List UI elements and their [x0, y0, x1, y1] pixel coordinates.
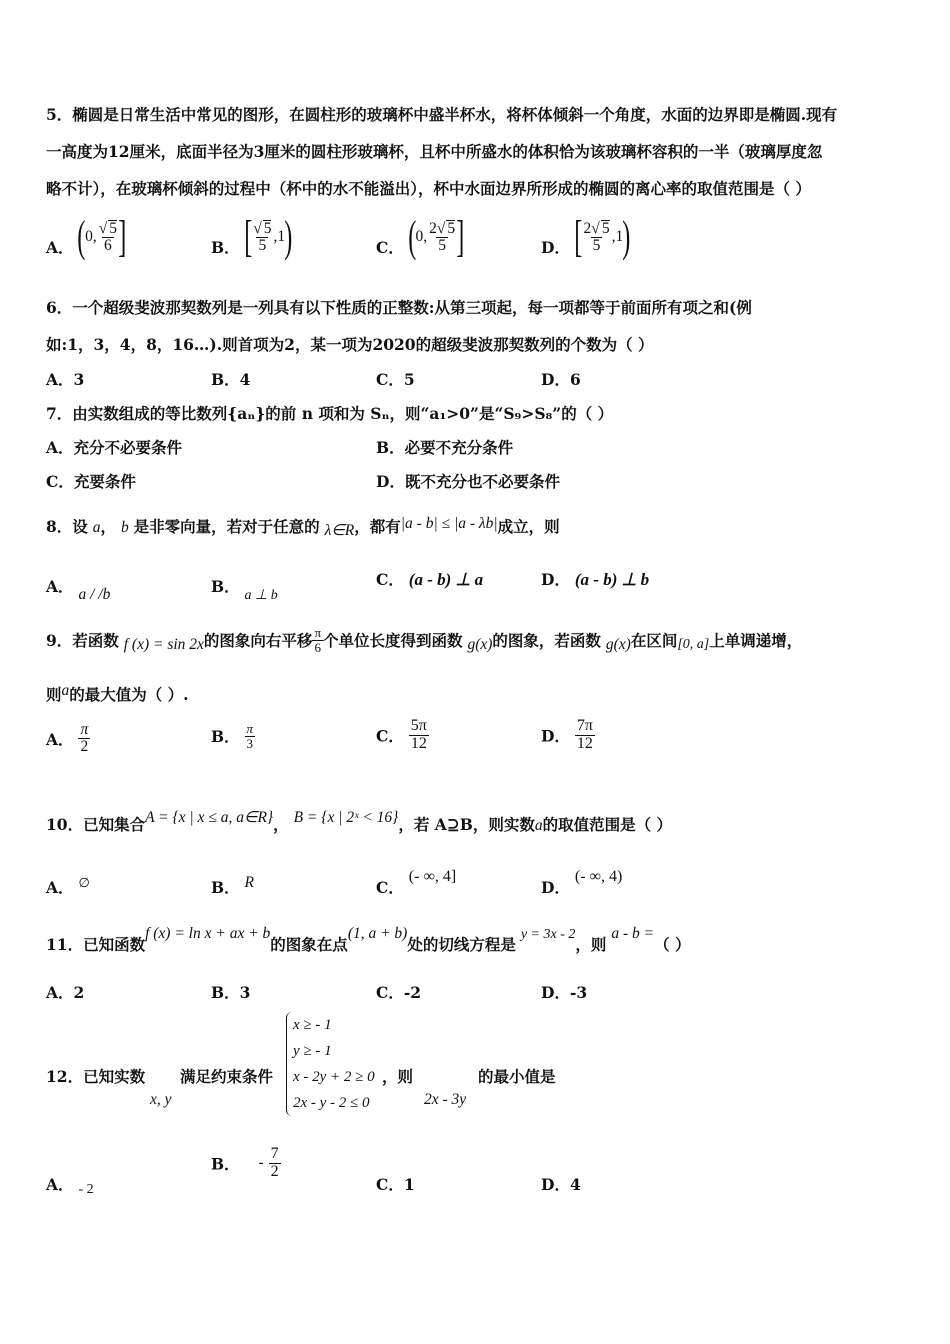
option-letter: A． — [46, 729, 74, 749]
constraint: 2x - y - 2 ≤ 0 — [293, 1095, 370, 1111]
q9-option-c — [376, 718, 429, 753]
option-letter: A． — [46, 1175, 74, 1194]
option-letter: A． — [46, 238, 74, 257]
q5-line-2: 一高度为12厘米，底面半径为3厘米的圆柱形玻璃杯，且杯中所盛水的体积恰为该玻璃杯容积的一半（玻璃厚度忽 — [46, 142, 823, 161]
q8-sep: ， — [100, 517, 116, 536]
q9-line-2 — [46, 683, 189, 705]
q8-prefix: 8．设 — [46, 517, 88, 536]
q8-suffix: 成立，则 — [497, 517, 560, 536]
q9-option-b — [211, 722, 255, 750]
q9-var: a — [61, 682, 70, 699]
q9-mid: 的图象向右平移 — [203, 631, 313, 651]
q10-mid: ，若 A⊇B，则实数 — [398, 815, 535, 834]
q9-function-g2: g(x) — [605, 636, 631, 654]
q5-option-b — [211, 212, 293, 261]
option-letter: D． — [541, 878, 570, 897]
option-expr: R — [244, 874, 255, 891]
option-letter: D． — [541, 726, 570, 746]
q6-line-1: 6．一个超级斐波那契数列是一列具有以下性质的正整数:从第三项起，每一项都等于前面所有项之和(例 — [46, 298, 752, 317]
option-expr: 1 — [403, 1175, 415, 1194]
q8-vector-b: b — [120, 519, 129, 536]
q9-stem — [46, 626, 802, 654]
q9-shift: $\frac{\pi}{6}$ — [314, 625, 322, 655]
q11-prefix: 11．已知函数 — [46, 935, 146, 954]
q10-set-b: B = {x | 2ˣ < 16} — [293, 809, 399, 826]
q9-option-a — [46, 722, 90, 756]
q8-inequality: |a - b| ≤ |a - λb| — [400, 515, 498, 532]
q8-vector-a: a — [92, 519, 101, 536]
q8-option-a — [46, 575, 111, 603]
q11-tangent: y = 3x - 2 — [520, 927, 576, 942]
q6-option-c: C．5 — [376, 370, 415, 389]
option-expr: (a - b) ⊥ b — [574, 570, 650, 589]
option-expr: - 2 — [78, 1182, 94, 1197]
q12-mid2: ，则 — [382, 1067, 414, 1086]
option-fraction: $\frac{5\pi}{12}$ — [410, 717, 427, 752]
option-interval: [ $\frac{√ 5}{5}$ ,1 ) — [243, 212, 293, 261]
q10-option-a — [46, 870, 90, 897]
q12-suffix: 的最小值是 — [478, 1067, 556, 1086]
q11-option-a: A．2 — [46, 983, 85, 1002]
option-fraction: $\frac{7}{2}$ — [270, 1145, 279, 1180]
q6-option-d: D．6 — [541, 370, 581, 389]
option-letter: B． — [211, 878, 240, 897]
option-letter: C． — [376, 726, 404, 746]
option-expr: (- ∞, 4) — [574, 868, 623, 885]
q5-line-3: 略不计），在玻璃杯倾斜的过程中（杯中的水不能溢出），杯中水面边界所形成的椭圆的离心率的取值范围是（ ） — [46, 179, 811, 198]
q5-option-c — [376, 212, 465, 261]
q11-point: (1, a + b) — [347, 925, 408, 942]
q11-stem — [46, 921, 691, 954]
q7-line-1: 7．由实数组成的等比数列{aₙ}的前 n 项和为 Sₙ，则“a₁>0”是“S₉>S₈”的（ ） — [46, 404, 614, 423]
q5-line-1: 5．椭圆是日常生活中常见的图形，在圆柱形的玻璃杯中盛半杯水，将杯体倾斜一个角度，水面的边界即是椭圆.现有 — [46, 105, 838, 124]
q10-stem — [46, 805, 673, 834]
q12-option-a — [46, 1173, 94, 1195]
q5-option-d — [541, 212, 631, 261]
q11-option-d: D．-3 — [541, 983, 588, 1002]
q9-mid3: 的图象，若函数 — [492, 631, 601, 651]
q11-option-c: C．-2 — [376, 983, 422, 1002]
q9-function-f: f (x) = sin 2x — [123, 636, 204, 654]
option-fraction: $\frac{\pi}{3}$ — [246, 721, 254, 751]
q12-vars: x, y — [150, 1091, 172, 1108]
option-letter: C． — [376, 1175, 404, 1194]
q10-sep: ， — [273, 815, 289, 834]
q6-option-b: B．4 — [211, 370, 251, 389]
q6-option-a: A．3 — [46, 370, 85, 389]
q8-mid2: ，都有 — [354, 517, 401, 536]
q7-option-c: C．充要条件 — [46, 472, 136, 491]
option-expr: (- ∞, 4] — [408, 868, 457, 885]
q8-option-c — [376, 568, 483, 590]
q9-suffix: 上单调递增， — [709, 631, 803, 651]
q12-option-c — [376, 1173, 415, 1195]
q10-set-a: A = {x | x ≤ a, a∈R} — [145, 809, 274, 826]
q11-option-b: B．3 — [211, 983, 251, 1002]
q11-function: f (x) = ln x + ax + b — [145, 925, 271, 942]
q7-option-d: D．既不充分也不必要条件 — [376, 472, 560, 491]
q12-option-d — [541, 1173, 581, 1195]
option-letter: D． — [541, 1175, 570, 1194]
q9-option-d — [541, 718, 595, 753]
q7-option-a: A．充分不必要条件 — [46, 438, 183, 457]
q10-option-b — [211, 870, 255, 897]
constraint: x ≥ - 1 — [293, 1017, 332, 1033]
q12-prefix: 12．已知实数 — [46, 1067, 146, 1086]
q6-line-2: 如:1，3，4，8，16…).则首项为2，某一项为2020的超级斐波那契数列的个数为（ ） — [46, 335, 654, 354]
q12-target: 2x - 3y — [424, 1091, 467, 1108]
option-interval: ( 0, $\frac{√ 5}{6}$ ] — [77, 212, 127, 261]
q9-interval: [0, a] — [677, 637, 710, 653]
option-expr: 4 — [569, 1175, 581, 1194]
q9-mid2: 个单位长度得到函数 — [323, 631, 463, 651]
option-sign: - — [258, 1154, 264, 1172]
q9-mid4: 在区间 — [630, 631, 678, 651]
option-expr: (a - b) ⊥ a — [408, 570, 484, 589]
q9-function-g: g(x) — [467, 636, 493, 654]
q8-lambda: λ∈R — [324, 522, 355, 539]
option-fraction: $\frac{\pi}{2}$ — [80, 721, 89, 756]
q5-option-a — [46, 212, 127, 261]
option-letter: B． — [211, 727, 240, 747]
option-expr: a / /b — [78, 586, 111, 603]
q11-mid: 的图象在点 — [270, 935, 348, 954]
option-letter: D． — [541, 570, 570, 589]
q10-var: a — [534, 817, 543, 834]
q10-option-d — [541, 864, 623, 897]
option-letter: A． — [46, 577, 74, 596]
option-letter: C． — [376, 570, 404, 589]
q12-mid: 满足约束条件 — [180, 1067, 274, 1086]
q9-line2b: 的最大值为（ ）. — [69, 685, 189, 704]
option-letter: D． — [541, 238, 570, 257]
option-letter: A． — [46, 878, 74, 897]
empty-set-symbol: ∅ — [78, 875, 90, 890]
q9-prefix: 9．若函数 — [46, 631, 119, 651]
q11-suffix: （ ） — [654, 935, 691, 954]
option-expr: a ⊥ b — [244, 588, 278, 603]
option-letter: B． — [211, 577, 240, 596]
q12-constraint-system — [286, 1012, 375, 1116]
q10-option-c — [376, 864, 457, 897]
option-letter: C． — [376, 238, 404, 257]
q12-option-b — [211, 1146, 281, 1181]
constraint: x - 2y + 2 ≥ 0 — [293, 1069, 375, 1085]
q11-expr: a - b = — [611, 925, 655, 942]
q8-mid: 是非零向量，若对于任意的 — [133, 517, 320, 536]
option-fraction: $\frac{7\pi}{12}$ — [576, 717, 593, 752]
q7-option-b: B．必要不充分条件 — [376, 438, 514, 457]
q11-mid2: 处的切线方程是 — [407, 935, 516, 954]
option-letter: C． — [376, 878, 404, 897]
q10-suffix: 的取值范围是（ ） — [542, 815, 673, 834]
option-letter: B． — [211, 238, 240, 257]
option-interval: [ $\frac{2√ 5}{5}$ ,1 ) — [574, 212, 631, 261]
constraint: y ≥ - 1 — [293, 1043, 332, 1059]
option-letter: B． — [211, 1154, 240, 1174]
q8-option-b — [211, 575, 278, 603]
q9-line2a: 则 — [46, 685, 62, 704]
q11-mid3: ，则 — [575, 935, 607, 954]
q8-stem — [46, 515, 560, 537]
option-interval: ( 0, $\frac{2√ 5}{5}$ ] — [408, 212, 465, 261]
q8-option-d — [541, 568, 649, 590]
q10-prefix: 10．已知集合 — [46, 815, 146, 834]
